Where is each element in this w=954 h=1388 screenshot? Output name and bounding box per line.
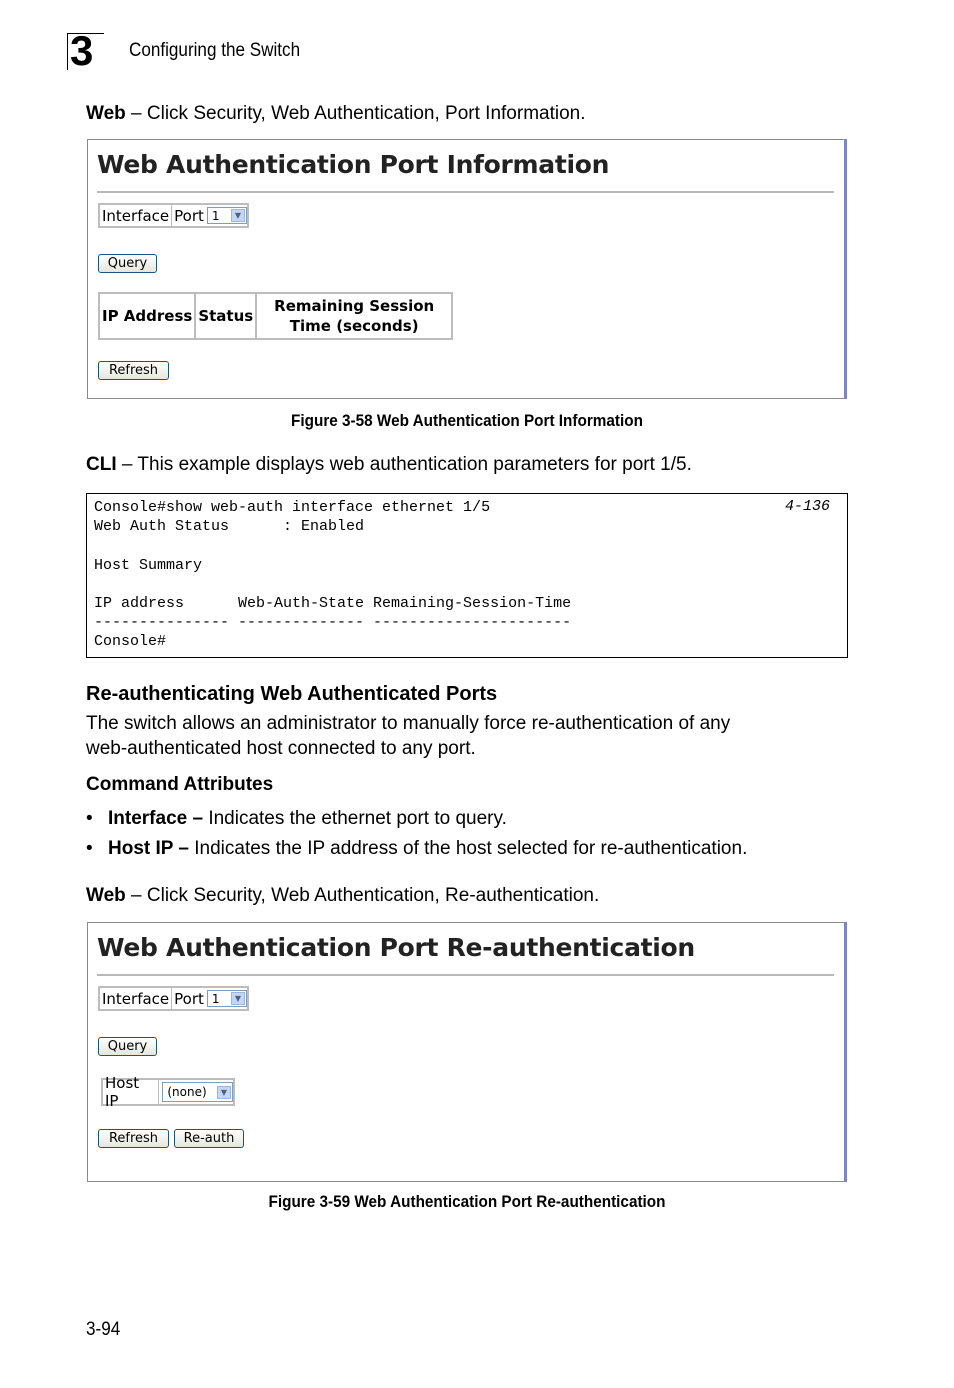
cli-line: Host Summary	[94, 557, 203, 574]
interface-label: Interface	[100, 988, 172, 1009]
table-header-row	[99, 293, 452, 339]
web-text-2: – Click Security, Web Authentication, Re-authentication.	[125, 885, 600, 906]
query-button[interactable]: Query	[98, 1037, 157, 1056]
port-label: Port	[174, 989, 204, 1008]
chevron-down-icon: ▼	[231, 209, 245, 222]
cli-line: Console#show web-auth interface ethernet 1/5	[94, 499, 491, 516]
bullet-text: Indicates the ethernet port to query.	[203, 808, 507, 829]
refresh-button[interactable]: Refresh	[98, 1129, 169, 1148]
port-select[interactable]	[207, 990, 247, 1007]
chevron-down-icon: ▼	[217, 1086, 231, 1099]
chevron-down-icon: ▼	[231, 992, 245, 1005]
bullet-term: Host IP –	[108, 838, 189, 859]
figure-port-information	[87, 139, 847, 399]
col-status: Status	[195, 293, 256, 339]
page-number: 3-94	[86, 1319, 121, 1340]
host-table	[98, 292, 453, 340]
host-ip-select[interactable]	[162, 1082, 233, 1102]
bullet-text: Indicates the IP address of the host selected for re-authentication.	[188, 838, 748, 859]
chapter-number: 3	[70, 27, 94, 74]
title-divider	[97, 191, 834, 193]
section-heading: Re-authenticating Web Authenticated Ports	[86, 683, 498, 705]
web-lead-2: Web	[86, 885, 126, 906]
cli-line: Web Auth Status : Enabled	[94, 518, 365, 535]
list-item: • Interface – Indicates the ethernet port to query.	[86, 808, 507, 829]
port-select[interactable]	[207, 207, 247, 224]
cli-text: – This example displays web authentication parameters for port 1/5.	[116, 454, 692, 475]
host-ip-label: Host IP	[103, 1080, 159, 1104]
cli-lead: CLI	[86, 454, 117, 475]
port-select-value: 1	[211, 208, 220, 223]
figure-caption-2: Figure 3-59 Web Authentication Port Re-authentication	[268, 1192, 666, 1211]
refresh-button[interactable]: Refresh	[98, 361, 169, 380]
web-instruction-2	[86, 883, 599, 908]
section-body-line-2: web-authenticated host connected to any port.	[86, 738, 476, 759]
web-instruction-1	[86, 101, 586, 126]
bullet-term: Interface –	[108, 808, 204, 829]
col-remaining-session-time: Remaining Session Time (seconds)	[256, 293, 452, 339]
title-divider	[97, 974, 834, 976]
query-button[interactable]: Query	[98, 254, 157, 273]
cli-instruction	[86, 452, 692, 477]
panel-title: Web Authentication Port Re-authentication	[97, 933, 695, 962]
web-lead-1: Web	[86, 103, 126, 124]
cli-line: --------------- -------------- ----------------------	[94, 614, 572, 631]
interface-selector	[98, 203, 249, 228]
cli-example	[86, 493, 848, 658]
attributes-heading: Command Attributes	[86, 774, 274, 795]
host-ip-select-value: (none)	[167, 1085, 207, 1099]
cli-line: IP address Web-Auth-State Remaining-Session-Time	[94, 595, 572, 612]
panel-title: Web Authentication Port Information	[97, 150, 610, 179]
section-body-line-1: The switch allows an administrator to manually force re-authentication of any	[86, 713, 731, 734]
web-text-1: – Click Security, Web Authentication, Port Information.	[125, 103, 586, 124]
cli-reference: 4-136	[784, 498, 830, 515]
figure-caption-1: Figure 3-58 Web Authentication Port Information	[291, 411, 643, 430]
interface-label: Interface	[100, 205, 172, 226]
cli-line: Console#	[94, 633, 167, 650]
reauth-button[interactable]: Re-auth	[174, 1129, 244, 1148]
port-select-value: 1	[211, 991, 220, 1006]
interface-selector	[98, 986, 249, 1011]
figure-port-reauthentication	[87, 922, 847, 1182]
host-ip-selector	[101, 1074, 235, 1110]
port-label: Port	[174, 206, 204, 225]
running-title: Configuring the Switch	[129, 40, 301, 61]
col-ip-address: IP Address	[99, 293, 195, 339]
list-item: • Host IP – Indicates the IP address of the host selected for re-authentication.	[86, 838, 748, 859]
